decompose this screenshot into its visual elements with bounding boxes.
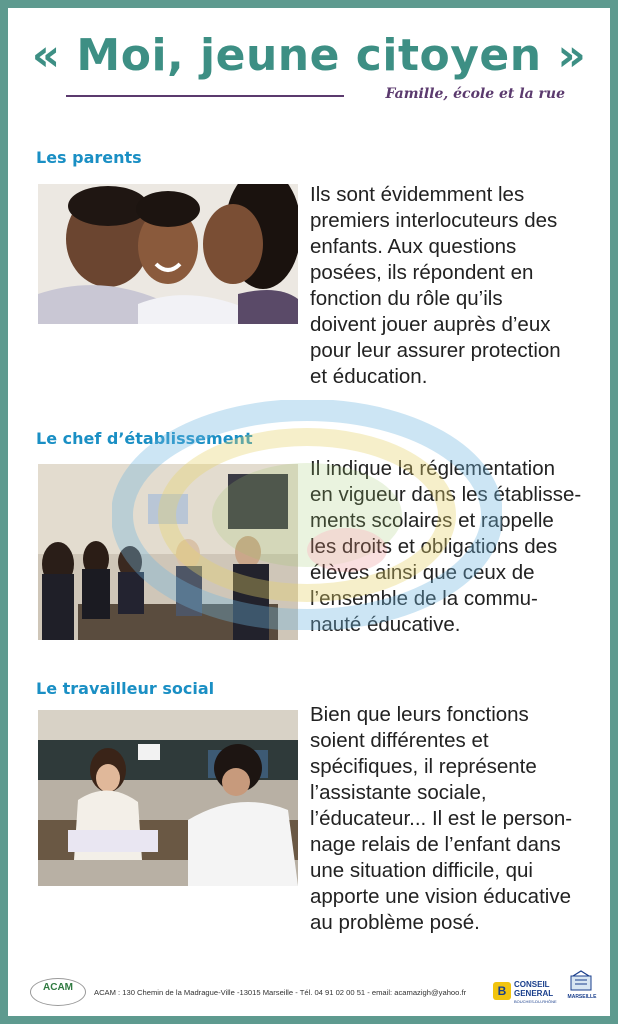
page-subtitle: Famille, école et la rue: [385, 86, 565, 102]
cg-line1: CONSEIL: [514, 980, 550, 989]
section-text-chef: Il indique la réglementation en vigueur dans les établisse- ments scolaires et rappelle les droits et obligations des élèves ainsi que ceux de l’ensemble de la commu- nauté éducative.: [310, 457, 582, 636]
conseil-general-name: [514, 980, 560, 998]
marseille-name: MARSEILLE: [567, 994, 597, 1000]
section-heading-travailleur: Le travailleur social: [36, 679, 215, 698]
section-heading-chef: Le chef d’établissement: [36, 429, 253, 448]
cg-sub: BOUCHES-DU-RHÔNE: [514, 999, 557, 1004]
section-text-travailleur: Bien que leurs fonctions soient différentes et spécifiques, il représente l’assistante sociale, l’éducateur... Il est le person- nage relais de l’enfant dans une situation difficile, qui apporte une vision éducative au problème posé.: [310, 703, 573, 934]
page-title: « Moi, jeune citoyen »: [31, 30, 587, 81]
acam-logo: ACAM: [30, 978, 86, 1006]
section-text-parents: Ils sont évidemment les premiers interlocuteurs des enfants. Aux questions posées, ils répondent en fonction du rôle qu’ils doivent jouer auprès d’eux pour leur assurer protection et éducation.: [310, 183, 561, 388]
footer-address: ACAM : 130 Chemin de la Madrague-Ville -13015 Marseille - Tél. 04 91 02 00 51 - email: acamazigh@yahoo.fr: [94, 988, 467, 997]
photo-chef-etablissement: [38, 464, 298, 640]
cg-line2: GENERAL: [514, 989, 554, 998]
title-underline: [66, 95, 344, 97]
photo-parents: [38, 184, 298, 324]
photo-travailleur-social: [38, 710, 298, 886]
footer: [8, 968, 610, 1008]
city-emblem-icon: [569, 970, 593, 992]
section-heading-parents: Les parents: [36, 148, 142, 167]
conseil-general-logo: [493, 978, 559, 1004]
marseille-logo: [565, 970, 599, 1004]
conseil-general-badge-icon: B: [493, 982, 511, 1000]
